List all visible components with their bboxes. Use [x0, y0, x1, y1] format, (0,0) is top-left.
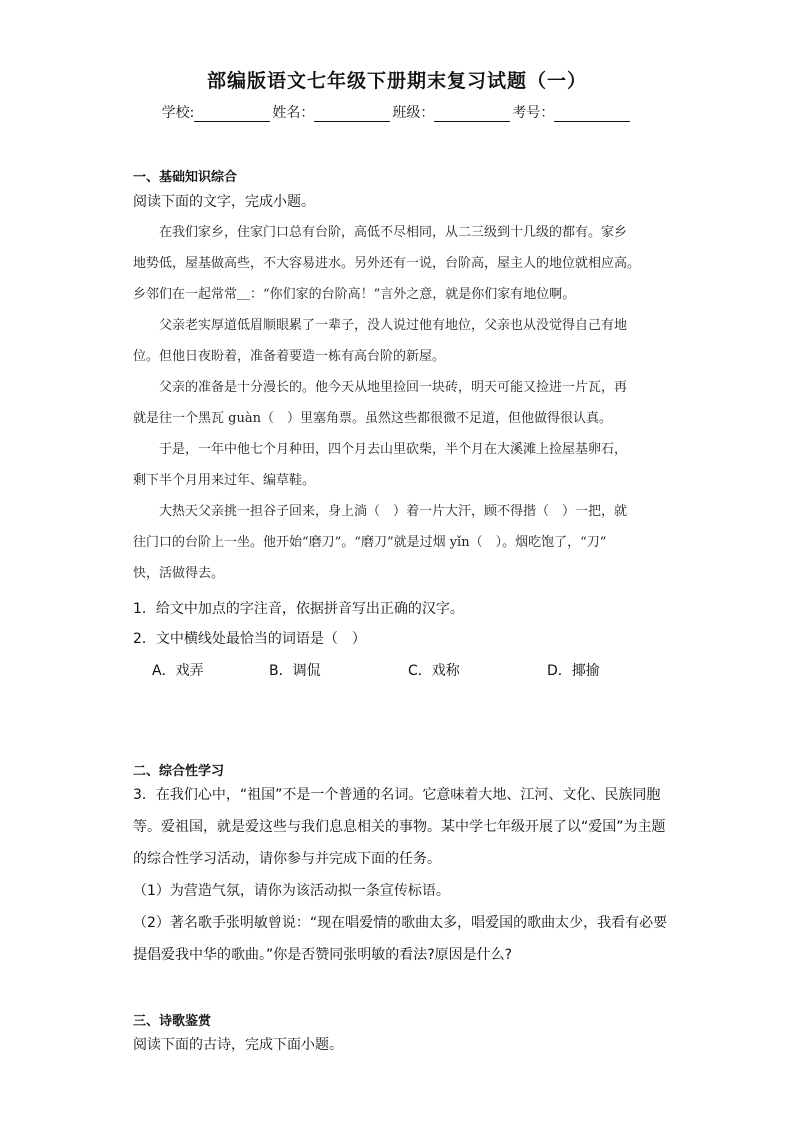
option-b[interactable]: B．调侃	[269, 663, 321, 679]
passage-line: 于是，一年中他七个月种田，四个月去山里砍柴，半个月在大溪滩上捡屋基卵石，	[133, 442, 628, 457]
question-3-line: （1）为营造气氛，请你为该活动拟一条宣传标语。	[133, 883, 450, 899]
passage-line: 父亲的准备是十分漫长的。他今天从地里捡回一块砖，明天可能又捡进一片瓦，再	[133, 380, 628, 395]
question-3	[133, 779, 673, 971]
section1-heading: 一、基础知识综合	[133, 170, 238, 185]
passage-line: 乡邻们在一起常常＿：“你们家的台阶高！”言外之意，就是你们家有地位啊。	[133, 287, 576, 302]
passage-line: 剩下半个月用来过年、编草鞋。	[133, 473, 316, 488]
class-label: 班级：	[392, 105, 435, 121]
page-title: 部编版语文七年级下册期末复习试题（一）	[206, 70, 587, 92]
passage-line: 大热天父亲挑一担谷子回来，身上淌（ ）着一片大汗，顾不得揩（ ）一把，就	[133, 504, 628, 519]
passage-line: 在我们家乡，住家门口总有台阶，高低不尽相同，从二三级到十几级的都有。家乡	[133, 225, 628, 240]
option-d[interactable]: D．揶揄	[547, 663, 600, 679]
option-a[interactable]: A．戏弄	[152, 663, 204, 679]
passage-line: 快，活做得去。	[133, 566, 225, 581]
passage-line: 往门口的台阶上一坐。他开始“磨刀”。“磨刀”就是过烟 yǐn（ ）。烟吃饱了，“刀”	[133, 535, 607, 550]
passage-line: 地势低，屋基做高些，不大容易进水。另外还有一说，台阶高，屋主人的地位就相应高。	[133, 256, 641, 271]
exam-no-label: 考号：	[512, 105, 555, 121]
question-3-line: 3．在我们心中，“祖国”不是一个普通的名词。它意味着大地、江河、文化、民族同胞	[133, 787, 661, 803]
passage-line: 位。但他日夜盼着，准备着要造一栋有高台阶的新屋。	[133, 349, 446, 364]
question-1: 1．给文中加点的字注音，依据拼音写出正确的汉字。	[133, 601, 464, 617]
option-c[interactable]: C．戏称	[408, 663, 460, 679]
question-2-options	[152, 660, 600, 680]
question-3-line: 的综合性学习活动，请你参与并完成下面的任务。	[133, 851, 441, 867]
name-label: 姓名：	[272, 105, 315, 121]
question-3-line: 等。爱祖国，就是爱这些与我们息息相关的事物。某中学七年级开展了以“爱国”为主题	[133, 819, 666, 835]
name-blank[interactable]	[314, 106, 390, 122]
question-3-line: 提倡爱我中华的歌曲。”你是否赞同张明敏的看法?原因是什么?	[133, 947, 513, 963]
student-info-row	[0, 102, 794, 122]
section1-intro: 阅读下面的文字，完成小题。	[133, 194, 315, 210]
school-blank[interactable]	[194, 106, 270, 122]
question-2: 2．文中横线处最恰当的词语是（ ）	[133, 631, 366, 647]
passage-line: 就是往一个黑瓦 guàn（ ）里塞角票。虽然这些都很微不足道，但他做得很认真。	[133, 411, 612, 426]
question-3-line: （2）著名歌手张明敏曾说：“现在唱爱情的歌曲太多，唱爱国的歌曲太少，我看有必要	[133, 915, 668, 931]
class-blank[interactable]	[434, 106, 510, 122]
school-label: 学校:	[161, 105, 195, 121]
section3-heading: 三、诗歌鉴赏	[133, 1014, 212, 1029]
exam-no-blank[interactable]	[554, 106, 630, 122]
reading-passage	[133, 217, 663, 589]
section3-intro: 阅读下面的古诗，完成下面小题。	[133, 1037, 343, 1053]
passage-line: 父亲老实厚道低眉顺眼累了一辈子，没人说过他有地位，父亲也从没觉得自己有地	[133, 318, 628, 333]
section2-heading: 二、综合性学习	[133, 764, 225, 779]
